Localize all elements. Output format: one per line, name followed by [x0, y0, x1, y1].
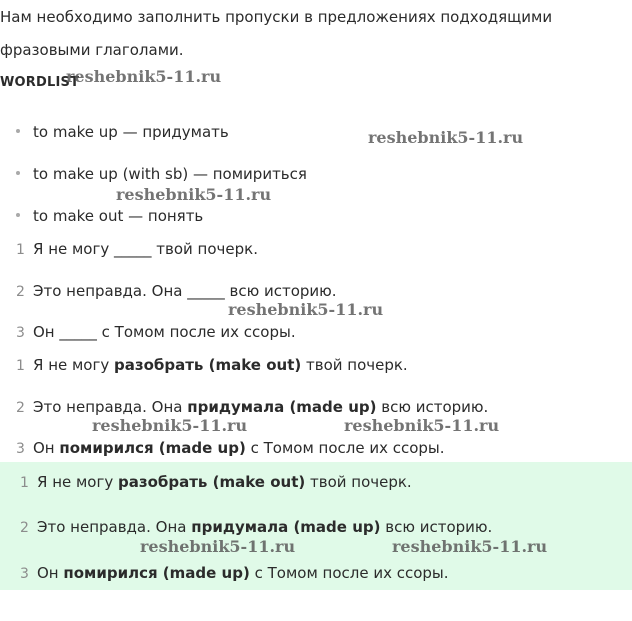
item-number: 2: [16, 284, 25, 300]
answer-text-bold: разобрать (make out): [118, 473, 306, 491]
item-number: 3: [16, 441, 25, 457]
exercise-text: Это неправда. Она _____ всю историю.: [33, 282, 337, 300]
watermark: reshebnik5-11.ru: [66, 67, 222, 86]
watermark: reshebnik5-11.ru: [344, 416, 500, 435]
answer-text-before: Это неправда. Она: [37, 518, 192, 536]
wordlist-item: [16, 165, 307, 183]
item-number: 1: [20, 475, 29, 491]
exercise-text: Он _____ с Томом после их ссоры.: [33, 323, 296, 341]
highlighted-answer-item: [20, 473, 412, 491]
watermark: reshebnik5-11.ru: [228, 300, 384, 319]
wordlist-item-text: to make up (with sb) — помириться: [33, 165, 307, 183]
answer-text-bold: разобрать (make out): [114, 356, 302, 374]
answer-text-bold: помирился (made up): [63, 564, 250, 582]
item-number: 1: [16, 358, 25, 374]
wordlist-item-text: to make up — придумать: [33, 123, 229, 141]
answer-item: [16, 398, 488, 416]
exercise-item: [16, 282, 337, 300]
bullet-icon: [16, 129, 20, 133]
intro-line-2: фразовыми глаголами.: [0, 41, 184, 59]
answer-item: [16, 439, 445, 457]
answer-text-after: с Томом после их ссоры.: [245, 439, 445, 457]
exercise-item: [16, 240, 258, 258]
item-number: 2: [16, 400, 25, 416]
answer-text-before: Это неправда. Она: [33, 398, 188, 416]
answer-text-after: всю историю.: [380, 518, 493, 536]
answer-text-bold: придумала (made up): [191, 518, 381, 536]
highlighted-answer-item: [20, 564, 449, 582]
item-number: 1: [16, 242, 25, 258]
answer-text-before: Он: [33, 439, 60, 457]
highlighted-answer-item: [20, 518, 492, 536]
answer-text-before: Я не могу: [37, 473, 119, 491]
answer-text-after: твой почерк.: [301, 356, 408, 374]
wordlist-item-text: to make out — понять: [33, 207, 204, 225]
answer-text-after: всю историю.: [376, 398, 489, 416]
watermark: reshebnik5-11.ru: [368, 128, 524, 147]
answer-text-bold: придумала (made up): [187, 398, 377, 416]
answer-item: [16, 356, 408, 374]
bullet-icon: [16, 171, 20, 175]
watermark: reshebnik5-11.ru: [392, 537, 548, 556]
exercise-item: [16, 323, 296, 341]
wordlist-title: WORDLIST: [0, 75, 80, 90]
item-number: 3: [16, 325, 25, 341]
answer-text-before: Он: [37, 564, 64, 582]
wordlist-item: [16, 123, 229, 141]
item-number: 3: [20, 566, 29, 582]
wordlist-item: [16, 207, 203, 225]
answer-text-after: с Томом после их ссоры.: [249, 564, 449, 582]
watermark: reshebnik5-11.ru: [116, 185, 272, 204]
answer-text-before: Я не могу: [33, 356, 115, 374]
watermark: reshebnik5-11.ru: [140, 537, 296, 556]
bullet-icon: [16, 213, 20, 217]
item-number: 2: [20, 520, 29, 536]
answer-text-bold: помирился (made up): [59, 439, 246, 457]
exercise-text: Я не могу _____ твой почерк.: [33, 240, 258, 258]
answer-text-after: твой почерк.: [305, 473, 412, 491]
watermark: reshebnik5-11.ru: [92, 416, 248, 435]
intro-line-1: Нам необходимо заполнить пропуски в предложениях подходящими: [0, 8, 553, 26]
